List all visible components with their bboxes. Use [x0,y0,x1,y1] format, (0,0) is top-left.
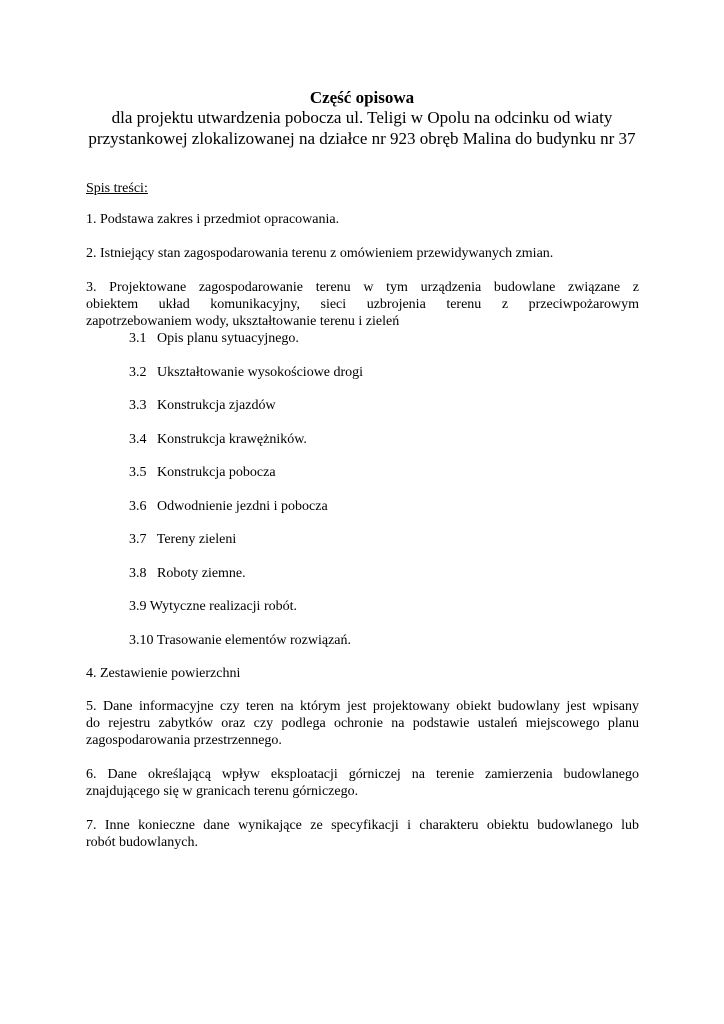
toc-item-3-line-3: zapotrzebowaniem wody, ukształtowanie terenu i zieleń [86,314,400,329]
toc-item-6-line-2: znajdującego się w granicach terenu górniczego. [86,784,359,799]
toc-subitem-3-1: 3.1 Opis planu sytuacyjnego. [129,331,299,346]
toc-subitem-3-8: 3.8 Roboty ziemne. [129,566,246,581]
toc-item-3-line-1: 3. Projektowane zagospodarowanie terenu w tym urządzenia budowlane związane z [86,280,639,295]
document-title: Część opisowa [309,88,415,107]
toc-item-5-line-3: zagospodarowania przestrzennego. [86,733,282,748]
toc-item-2: 2. Istniejący stan zagospodarowania terenu z omówieniem przewidywanych zmian. [86,246,554,261]
toc-subitem-3-10: 3.10 Trasowanie elementów rozwiązań. [129,633,351,648]
toc-item-7-line-1: 7. Inne konieczne dane wynikające ze specyfikacji i charakteru obiektu budowlanego lub [86,818,639,833]
toc-heading: Spis treści: [86,181,148,196]
toc-item-5-line-1: 5. Dane informacyjne czy teren na którym jest projektowany obiekt budowlany jest wpisany [86,699,639,714]
toc-subitem-3-6: 3.6 Odwodnienie jezdni i pobocza [129,499,328,514]
toc-item-1: 1. Podstawa zakres i przedmiot opracowania. [86,212,340,227]
toc-subitem-3-3: 3.3 Konstrukcja zjazdów [129,398,276,413]
toc-item-3 [86,279,639,330]
toc-subitem-3-2: 3.2 Ukształtowanie wysokościowe drogi [129,365,364,380]
toc-item-7 [86,817,639,851]
toc-subitem-3-9: 3.9 Wytyczne realizacji robót. [129,599,297,614]
toc-item-6-line-1: 6. Dane określającą wpływ eksploatacji górniczej na terenie zamierzenia budowlanego [86,767,639,782]
document-subtitle-line-1: dla projektu utwardzenia pobocza ul. Teligi w Opolu na odcinku od wiaty [111,108,613,127]
toc-item-7-line-2: robót budowlanych. [86,835,198,850]
toc-item-4: 4. Zestawienie powierzchni [86,666,241,681]
toc-item-5 [86,698,639,749]
toc-subitem-3-4: 3.4 Konstrukcja krawężników. [129,432,307,447]
document-subtitle-line-2: przystankowej zlokalizowanej na działce nr 923 obręb Malina do budynku nr 37 [88,129,636,148]
toc-item-6 [86,766,639,800]
toc-subitem-3-5: 3.5 Konstrukcja pobocza [129,465,276,480]
toc-item-5-line-2: do rejestru zabytków oraz czy podlega ochronie na podstawie ustaleń miejscowego planu [86,716,639,731]
toc-item-3-line-2: obiektem układ komunikacyjny, sieci uzbrojenia terenu z przeciwpożarowym [86,297,639,312]
toc-subitem-3-7: 3.7 Tereny zieleni [129,532,237,547]
